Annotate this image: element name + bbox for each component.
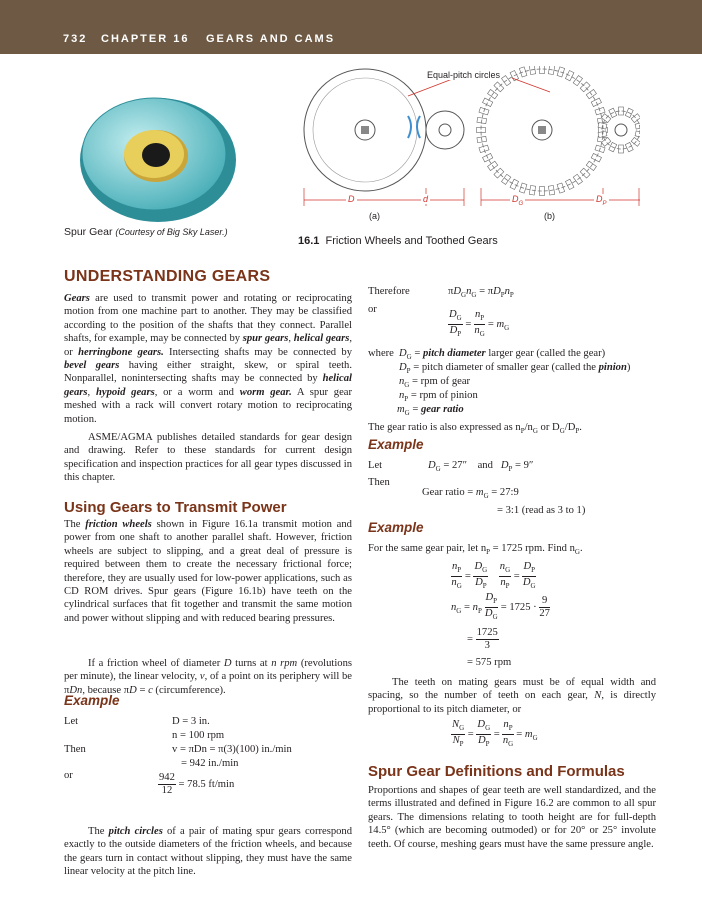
- page-number: 732: [63, 33, 88, 45]
- therefore-label: Therefore: [368, 286, 410, 297]
- heading-transmit-power: Using Gears to Transmit Power: [64, 499, 287, 516]
- def-nP: $n_P$ = rpm of pinion: [399, 390, 478, 404]
- def-DG: $D_G$ = pitch diameter larger gear (called the gear): [399, 348, 606, 362]
- eq-equal-velocity: $\pi D_Gn_G = \pi D_Pn_P$: [448, 286, 514, 300]
- ex-eq-942: = 942 in./min: [181, 758, 239, 769]
- def-nG: $n_G$ = rpm of gear: [399, 376, 471, 390]
- chapter-title: GEARS AND CAMS: [206, 33, 336, 45]
- chapter-header-bar: [0, 0, 702, 54]
- paragraph-spur-gear-definitions: Proportions and shapes of gear teeth are well standardized, and the terms illustrated and defined in Figure 16.2 are common to all spur gears. The dimensions relating to tooth height are for full-depth 14.5° (which are becoming outmoded) or for 20° or 25° involute teeth. Of course, meshing gears must have the same pressure angle.: [368, 785, 656, 850]
- ex-eq-D: D = 3 in.: [172, 716, 210, 727]
- or-label: or: [368, 304, 377, 315]
- def-DP: $D_P$ = pitch diameter of smaller gear (called the pinion): [399, 362, 631, 376]
- figure-caption: 16.1 Friction Wheels and Toothed Gears: [298, 235, 498, 247]
- e1-let: Let: [368, 460, 383, 471]
- ex-eq-v: v = πDn = π(3)(100) in./min: [172, 744, 292, 755]
- def-mG: $m_G$ = gear ratio: [397, 404, 464, 418]
- ex-or: or: [64, 770, 73, 781]
- e2-eq-fraction: = $\frac{1725}{3}$: [467, 627, 498, 651]
- e1-then: Then: [368, 477, 390, 488]
- e1-diameters: $D_G = 27''$ and $D_P = 9''$: [428, 460, 534, 474]
- ex-eq-ftmin: $\frac{942}{12}$ = 78.5 ft/min: [159, 772, 235, 796]
- friction-wheels-diagram: [290, 66, 640, 226]
- eq-teeth-ratio: $\frac{N_G}{N_P}$ = $\frac{D_G}{D_P}$ = $\frac{n_P}{n_G}$ = $m_G$: [452, 719, 538, 749]
- ex-let: Let: [64, 716, 79, 727]
- label-b: (b): [544, 211, 555, 221]
- spur-gear-photo: [58, 84, 250, 224]
- callout-equal-pitch: Equal-pitch circles: [427, 70, 501, 80]
- paragraph-friction-wheels: The friction wheels shown in Figure 16.1a transmit motion and power from one shaft to another parallel shaft. However, friction wheels are subject to slipping, and a great deal of pressure is required between them to create the necessary frictional force; therefore, they are usually used for low-power applications, such as CD ROM drives. Spur gears (Figure 16.1b) have teeth on the cylindrical surfaces that fit together and transmit the same motion and power without slipping and with reduced bearing pressures.: [64, 519, 352, 624]
- example-heading-right-2: Example: [368, 520, 424, 535]
- paragraph-teeth: The teeth on mating gears must be of equal width and spacing, so the number of teeth on each gear, N, is directly proportional to its pitch diameter, or: [368, 677, 656, 715]
- where-label: where: [368, 348, 394, 359]
- e2-eq-nG: $n_G = n_P$ $\frac{D_P}{D_G}$ = 1725 · $\frac{9}{27}$: [451, 592, 550, 622]
- chapter-label: CHAPTER 16: [101, 33, 190, 45]
- paragraph-gears-intro: Gears are used to transmit power and rotating or reciprocating motion from one machine part to another. They may be classified according to the position of the shafts that they connect. Parallel shafts, for example, may be connected by spur gears, helical gears, or herringbone gears. Intersecting shafts may be connected by bevel gears having either straight, skew, or spiral teeth. Nonparallel, nonintersecting shafts may be connected by helical gears, hypoid gears, or a worm and worm gear. A spur gear meshed with a rack will convert rotary motion to reciprocating motion.: [64, 293, 353, 425]
- paragraph-asme: ASME/AGMA publishes detailed standards for gear design and drawing. Refer to these standards for current design specification and inspection practices for all gear types discussed in this chapter.: [64, 432, 352, 484]
- heading-understanding-gears: UNDERSTANDING GEARS: [64, 268, 271, 285]
- ex-then: Then: [64, 744, 86, 755]
- e2-eq-ratios: $\frac{n_P}{n_G}$ = $\frac{D_G}{D_P}$ $\frac{n_G}{n_P}$ = $\frac{D_P}{D_G}$: [451, 561, 536, 591]
- photo-caption: Spur Gear (Courtesy of Big Sky Laser.): [64, 226, 228, 238]
- paragraph-linear-velocity: If a friction wheel of diameter D turns at n rpm (revolutions per minute), the linear velocity, v, of a point on its periphery will be πDn, because πD = c (circumference).: [64, 658, 353, 696]
- example-heading-left: Example: [64, 693, 120, 708]
- e2-result: = 575 rpm: [467, 657, 512, 668]
- e2-intro: For the same gear pair, let $n_P = 1725$ rpm. Find $n_G$.: [368, 543, 583, 557]
- label-a: (a): [369, 211, 380, 221]
- gear-ratio-expressed: The gear ratio is also expressed as $n_P/n_G$ or $D_G/D_P$.: [368, 422, 582, 436]
- example-heading-right-1: Example: [368, 437, 424, 452]
- heading-spur-gear-definitions: Spur Gear Definitions and Formulas: [368, 763, 625, 780]
- ex-eq-n: n = 100 rpm: [172, 730, 225, 741]
- dim-label-d: d: [423, 194, 429, 204]
- dim-label-DG: $D_G$: [512, 194, 524, 207]
- e1-gear-ratio: Gear ratio = $m_G$ = 27:9: [422, 487, 519, 501]
- paragraph-pitch-circles: The pitch circles of a pair of mating spur gears correspond exactly to the outside diameters of the friction wheels, and because the gears turn in contact without slipping, they must have the same linear velocity at the pitch line.: [64, 826, 353, 878]
- e1-gear-ratio-2: = 3:1 (read as 3 to 1): [497, 505, 586, 516]
- dim-label-DP: $D_P$: [596, 194, 607, 207]
- eq-ratio: $\frac{D_G}{D_P}$ = $\frac{n_P}{n_G}$ = $m_G$: [449, 309, 510, 339]
- dim-label-D: D: [348, 194, 355, 204]
